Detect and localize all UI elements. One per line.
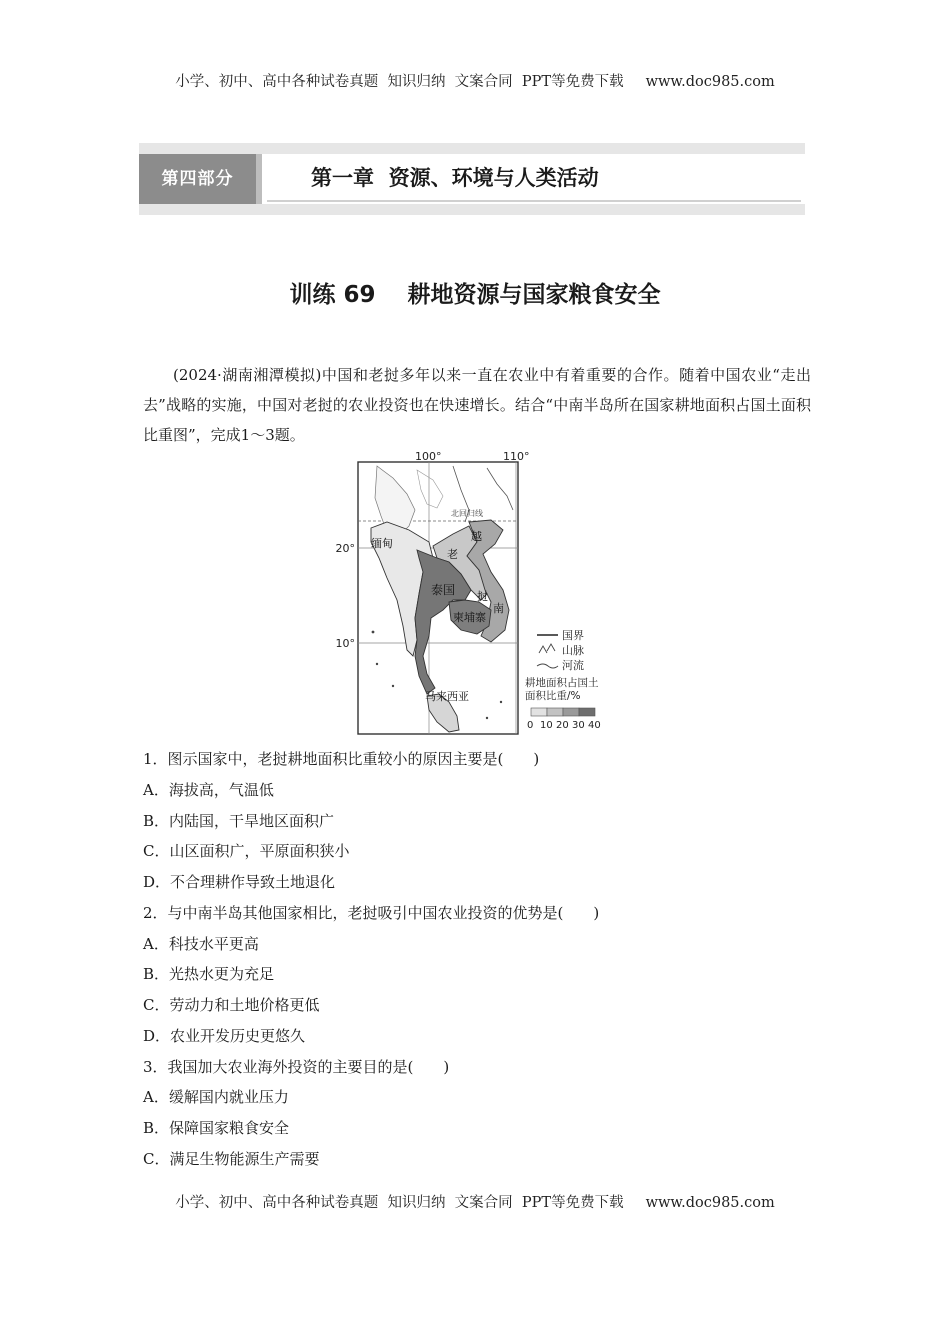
river-icon <box>537 664 558 668</box>
question-2-option-a: A．科技水平更高 <box>143 935 259 953</box>
question-2-option-c: C．劳动力和土地价格更低 <box>143 996 320 1014</box>
part-label: 第四部分 <box>139 154 256 204</box>
legend-swatch-30-40 <box>579 708 595 716</box>
footer-text: 小学、初中、高中各种试卷真题 知识归纳 文案合同 PPT等免费下载 <box>175 1195 624 1211</box>
question-1-option-b: B．内陆国，干旱地区面积广 <box>143 812 335 830</box>
header-url[interactable]: www.doc985.com <box>645 74 775 90</box>
country-label-lao: 老 <box>447 548 458 561</box>
question-3-option-b: B．保障国家粮食安全 <box>143 1119 290 1137</box>
legend-mountain-label: 山脉 <box>562 644 584 657</box>
question-3-stem: 3．我国加大农业海外投资的主要目的是( ) <box>143 1058 450 1076</box>
country-label-thailand: 泰国 <box>431 583 456 597</box>
tropic-label: 北回归线 <box>451 509 483 518</box>
country-label-viet: 越 <box>471 530 482 543</box>
intro-paragraph: (2024·湖南湘潭模拟)中国和老挝多年以来一直在农业中有着重要的合作。随着中国农业“走出去”战略的实施，中国对老挝的农业投资也在快速增长。结合“中南半岛所在国家耕地面积占国土面积比重图”，完成1～3题。 <box>143 366 811 444</box>
legend-swatch-20-30 <box>563 708 579 716</box>
island-dot <box>500 701 502 703</box>
lon-label-110: 110° <box>503 450 530 463</box>
question-3-option-a: A．缓解国内就业压力 <box>143 1088 289 1106</box>
chapter-title: 第一章 资源、环境与人类活动 <box>267 154 801 202</box>
page-title: 训练 69 耕地资源与国家粮食安全 <box>289 282 661 308</box>
lon-label-100: 100° <box>415 450 442 463</box>
page-footer <box>0 1191 950 1212</box>
chapter-banner <box>139 143 805 215</box>
legend-scale-10: 10 <box>540 720 553 731</box>
country-label-cambodia: 柬埔寨 <box>453 611 486 624</box>
legend-river-label: 河流 <box>562 659 584 672</box>
header-text: 小学、初中、高中各种试卷真题 知识归纳 文案合同 PPT等免费下载 <box>175 74 624 90</box>
legend-ratio-title-1: 耕地面积占国土 <box>525 677 599 689</box>
mountain-icon <box>539 644 555 653</box>
legend-border-label: 国界 <box>562 629 584 642</box>
lat-label-10: 10° <box>335 637 355 650</box>
island-dot <box>392 685 394 687</box>
page-header <box>0 70 950 91</box>
island-dot <box>372 631 375 634</box>
country-label-malaysia: 马来西亚 <box>425 690 469 703</box>
question-1-stem: 1．图示国家中，老挝耕地面积比重较小的原因主要是( ) <box>143 750 540 768</box>
question-2-option-b: B．光热水更为充足 <box>143 965 275 983</box>
question-2-option-d: D．农业开发历史更悠久 <box>143 1027 306 1045</box>
legend-scale-40: 40 <box>588 720 601 731</box>
map-legend <box>525 629 601 731</box>
legend-scale-30: 30 <box>572 720 585 731</box>
country-label-myanmar: 缅甸 <box>371 537 393 550</box>
question-1-option-d: D．不合理耕作导致土地退化 <box>143 873 336 891</box>
legend-swatch-0-10 <box>531 708 547 716</box>
legend-ratio-title-2: 面积比重/% <box>525 690 581 702</box>
indochina-farmland-map <box>335 450 619 736</box>
island-dot <box>376 663 378 665</box>
country-label-wo: 挝 <box>477 590 488 603</box>
legend-scale-20: 20 <box>556 720 569 731</box>
question-2-stem: 2．与中南半岛其他国家相比，老挝吸引中国农业投资的优势是( ) <box>143 904 600 922</box>
island-dot <box>486 717 488 719</box>
legend-scale-0: 0 <box>527 720 534 731</box>
question-3-option-c: C．满足生物能源生产需要 <box>143 1150 320 1168</box>
question-1-option-c: C．山区面积广，平原面积狭小 <box>143 842 350 860</box>
lat-label-20: 20° <box>335 542 355 555</box>
footer-url[interactable]: www.doc985.com <box>645 1195 775 1211</box>
legend-swatch-10-20 <box>547 708 563 716</box>
country-label-nam: 南 <box>493 602 504 615</box>
question-1-option-a: A．海拔高，气温低 <box>143 781 274 799</box>
